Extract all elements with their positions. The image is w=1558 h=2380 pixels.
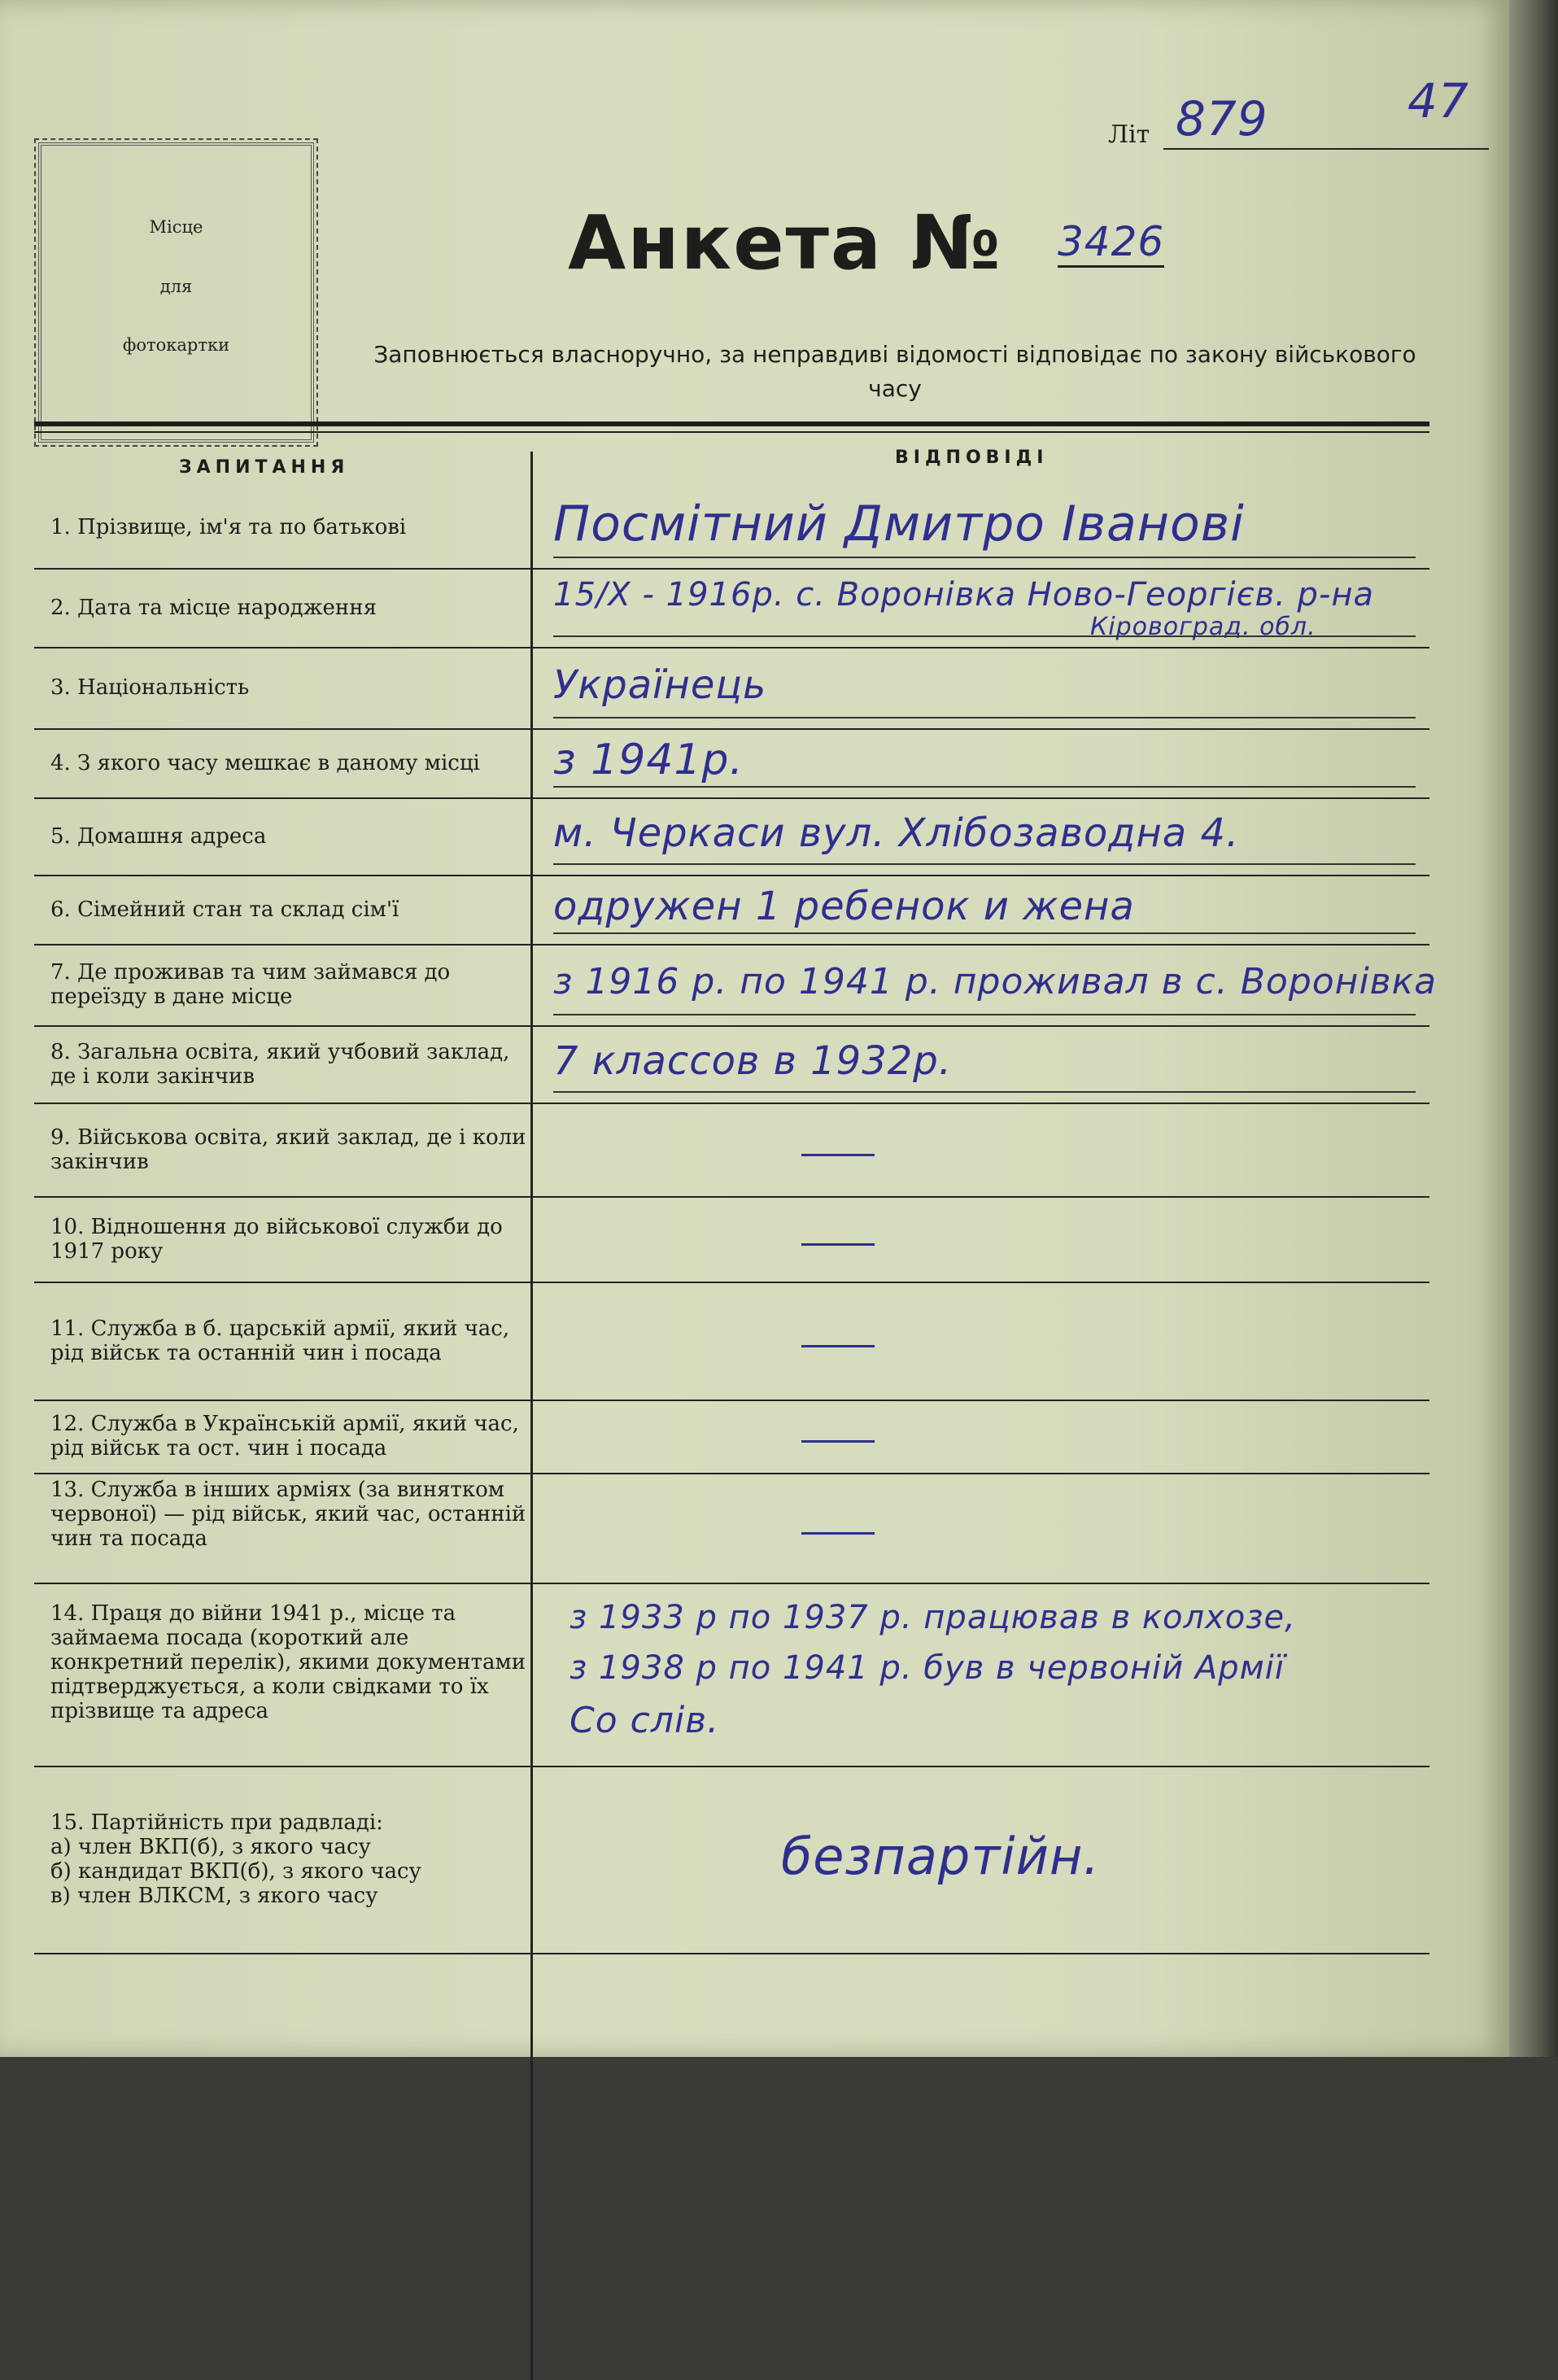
answer-11-dash-text <box>801 1323 875 1324</box>
answer-15: безпартійн. <box>781 1827 1101 1886</box>
answer-underline <box>553 717 1416 718</box>
answer-underline <box>553 1091 1416 1093</box>
row-separator <box>34 647 1429 648</box>
answer-9-dash <box>801 1154 875 1156</box>
row-separator <box>34 875 1429 876</box>
row-separator <box>34 568 1429 570</box>
row-separator <box>34 1953 1429 1954</box>
lit-underline <box>1163 148 1489 150</box>
answer-underline <box>553 932 1416 934</box>
lit-number: 879 <box>1176 91 1268 146</box>
question-13: 13. Служба в інших арміях (за винятком червоної) — рід військ, який час, останній чин та посада <box>50 1478 526 1551</box>
answer-14-line-3: Со слів. <box>570 1700 720 1741</box>
answer-7: з 1916 р. по 1941 р. проживал в с. Воронівка <box>553 961 1438 1003</box>
answer-underline <box>553 786 1416 788</box>
answer-13-dash-text <box>801 1510 875 1511</box>
photo-placeholder <box>34 138 318 447</box>
row-separator <box>34 1766 1429 1767</box>
form-title: Анкета № <box>568 199 1002 286</box>
page-edge <box>1509 0 1558 2057</box>
row-separator <box>34 1103 1429 1104</box>
question-9: 9. Військова освіта, який заклад, де і коли закінчив <box>50 1124 526 1174</box>
answer-14-line-2: з 1938 р по 1941 р. був в червоній Армії <box>570 1649 1285 1687</box>
question-7: 7. Де проживав та чим займався до переїзду в дане місце <box>50 960 451 1009</box>
form-number: 3426 <box>1058 218 1164 268</box>
answer-3: Українець <box>553 662 767 708</box>
answer-1: Посмітний Дмитро Іванові <box>553 496 1245 552</box>
question-12: 12. Служба в Українській армії, який час, рід військ та ост. чин і посада <box>50 1412 519 1461</box>
row-separator <box>34 1400 1429 1401</box>
answer-underline <box>553 863 1416 865</box>
answer-underline <box>553 557 1416 558</box>
answer-9-dash-text <box>801 1132 875 1133</box>
answer-12-dash <box>801 1440 875 1443</box>
answer-underline <box>553 635 1416 637</box>
question-4: 4. З якого часу мешкає в даному місці <box>50 750 480 775</box>
header-rule-thin <box>34 431 1429 433</box>
photo-label-2: для <box>159 277 193 296</box>
form-subtitle: Заповнюється власноручно, за неправдиві відомості відповідає по закону військового часу <box>373 341 1416 402</box>
answer-11-dash <box>801 1345 875 1347</box>
answer-5: м. Черкаси вул. Хлібозаводна 4. <box>553 810 1240 857</box>
row-separator <box>34 944 1429 945</box>
question-5: 5. Домашня адреса <box>50 823 267 849</box>
row-separator <box>34 728 1429 730</box>
photo-label-1: Місце <box>149 217 203 237</box>
question-3: 3. Національність <box>50 675 250 700</box>
answer-2-line-1: 15/X - 1916р. с. Воронівка Ново-Георгієв. р-на <box>553 576 1375 614</box>
answer-10-dash <box>801 1243 875 1246</box>
answer-2-line-2: Кіровоград. обл. <box>1090 613 1316 641</box>
question-8: 8. Загальна освіта, який учбовий заклад, де і коли закінчив <box>50 1039 510 1089</box>
answer-13-dash <box>801 1532 875 1535</box>
row-separator <box>34 1473 1429 1474</box>
row-separator <box>34 1025 1429 1027</box>
question-11: 11. Служба в б. царській армії, який час, рід військ та останній чин і посада <box>50 1316 510 1365</box>
question-6: 6. Сімейний стан та склад сім'ї <box>50 897 399 922</box>
row-separator <box>34 1583 1429 1584</box>
question-15: 15. Партійність при радвладі: а) член ВКП(б), з якого часу б) кандидат ВКП(б), з якого часу в) член ВЛКСМ, з якого часу <box>50 1810 421 1908</box>
row-separator <box>34 797 1429 799</box>
answer-14-line-1: з 1933 р по 1937 р. працював в колхозе, <box>570 1599 1296 1636</box>
answer-10-dash-text <box>801 1221 875 1222</box>
answer-8: 7 классов в 1932р. <box>553 1038 953 1085</box>
questions-column-header: ЗАПИТАННЯ <box>179 457 350 478</box>
answer-12-dash-text <box>801 1418 875 1419</box>
answer-4: з 1941р. <box>553 735 744 784</box>
question-2: 2. Дата та місце народження <box>50 595 377 620</box>
question-1: 1. Прізвище, ім'я та по батькові <box>50 515 407 539</box>
row-separator <box>34 1282 1429 1283</box>
archive-number: 47 <box>1407 73 1469 129</box>
answer-underline <box>553 1014 1416 1015</box>
answer-6: одружен 1 ребенок и жена <box>553 884 1135 930</box>
photo-label-3: фотокартки <box>122 335 230 355</box>
header-rule <box>34 421 1429 426</box>
question-14: 14. Праця до війни 1941 р., місце та займаема посада (короткий але конкретний перелік), якими документами підтверджується, а коли свідками то їх прізвище та адреса <box>50 1600 526 1723</box>
lit-label: Літ <box>1108 120 1150 149</box>
question-10: 10. Відношення до військової служби до 1917 року <box>50 1214 503 1264</box>
row-separator <box>34 1196 1429 1198</box>
answers-column-header: ВІДПОВІДІ <box>895 448 1049 468</box>
